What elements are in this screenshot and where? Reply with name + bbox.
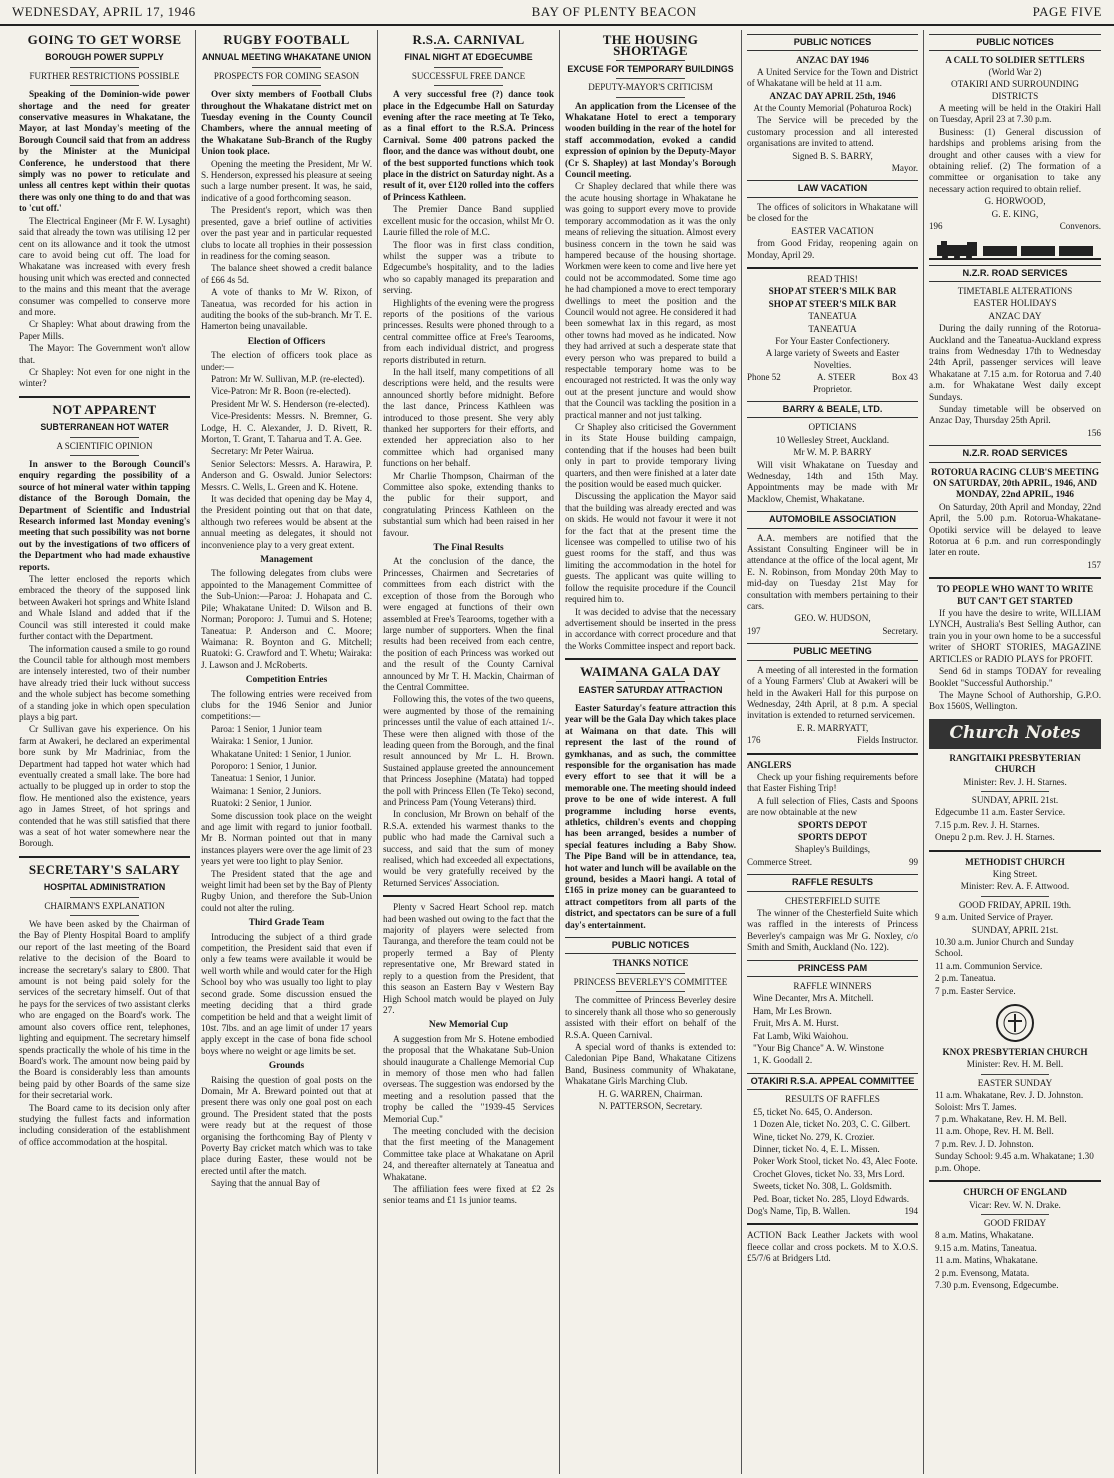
paragraph: Following this, the votes of the two queens, were augmented by those of the remaining princesses until the value of each attained 1/-. These were then aligned with those of the leading queen from the Borough, and the final result announced by Mr L. H. Brown. Sustained applause greeted the announcement that Princess Josephine (Matata) had topped the poll with Princess Ellen (Te Teko) second, and Princess Pam (Young Veterans) third. (383, 694, 554, 807)
notice-number: 157 (1087, 559, 1101, 570)
paragraph: A United Service for the Town and District of Whakatane will be held at 11 a.m. (747, 66, 918, 89)
list-item: Ham, Mr Les Brown. (753, 1005, 832, 1016)
headline: R.S.A. CARNIVAL (412, 32, 525, 47)
list-item: 1 Dozen Ale, ticket No. 203, C. C. Gilbert. (753, 1119, 911, 1130)
ad-line: EASTER HOLIDAYS (973, 298, 1057, 309)
subhead: EXCUSE FOR TEMPORARY BUILDINGS (567, 63, 734, 74)
ad-line: A large variety of Sweets and Easter Novelties. (765, 348, 900, 370)
paragraph: Send 6d in stamps TODAY for revealing Booklet "Successful Authorship." (929, 666, 1101, 688)
signature: Signed B. S. BARRY, (792, 150, 873, 161)
paragraph: At the County Memorial (Pohaturoa Rock) (753, 103, 912, 114)
paragraph: Raising the question of goal posts on the Domain, Mr A. Breward pointed out that at present there was only one goal post on each ground. The President stated that the posts were ready but at the request of those organising the forthcoming Bay of Plenty v Poverty Bay cricket match which was to take place during Easter, these would not be erected until after the match. (201, 1074, 372, 1176)
signature: N. PATTERSON, Secretary. (598, 1100, 703, 1111)
paragraph: The Board came to its decision only after studying the fullest facts and information including consideration of the establishment of office accommodation at the hospital. (19, 1102, 190, 1147)
paragraph: Saying that the annual Bay of (211, 1178, 320, 1189)
notice-nzr-racing (929, 445, 1101, 571)
service-day: EASTER SUNDAY (977, 1077, 1053, 1088)
headline: THE HOUSING SHORTAGE (602, 32, 699, 59)
list-item: Fat Lamb, Wiki Waiohou. (753, 1030, 849, 1041)
service-time: 11 a.m. Communion Service. (935, 960, 1043, 971)
paragraph: The Service will be preceded by the customary procession and all interested organisations are invited to attend. (747, 115, 918, 149)
article-rugby-football (201, 34, 372, 1190)
lead-paragraph: Speaking of the Dominion-wide power shortage and the need for greater conservative measures in Whakatane, the Mayor, at last Monday's meeting of the Borough Council said that from an address by the Minister at the Municipal Conference, he understood that there simply was no power to reticulate and unless all centres kept within their quotas there was only one thing to do and that was to 'cut off.' (19, 89, 190, 214)
ad-line: For Your Easter Confectionery. (775, 335, 890, 346)
subhead: CHAIRMAN'S EXPLANATION (44, 900, 165, 911)
subhead: DEPUTY-MAYOR'S CRITICISM (588, 82, 713, 93)
subhead: ANNUAL MEETING WHAKATANE UNION (201, 52, 372, 63)
ad-line: Proprietor. (812, 383, 853, 394)
paragraph: The meeting concluded with the decision that the first meeting of the Management Committee take place at Whakatane on April 24, and thereafter alternately at Taneatua and Whakatane. (383, 1125, 554, 1182)
service-time: 9.15 a.m. Matins, Taneatua. (935, 1242, 1037, 1253)
lead-paragraph: An application from the Licensee of the Whakatane Hotel to erect a temporary wooden building in the rear of the hotel for staff accommodation, evoked a candid expression of opinion by the Deputy-Mayor (Cr S. Shapley) at last Monday's Borough Council meeting. (565, 100, 736, 180)
ad-writing-school (929, 577, 1101, 712)
entry-line: Whakatane United: 1 Senior, 1 Junior. (211, 748, 352, 759)
paragraph: It was decided to advise that the necessary advertisement should be inserted in the press in accordance with correct procedure and that the Works Committee inspect and report back. (565, 606, 736, 651)
paragraph: from Good Friday, reopening again on Monday, April 29. (747, 238, 918, 260)
paragraph: The affiliation fees were fixed at £2 2s senior teams and £1 1s junior teams. (383, 1184, 554, 1206)
list-item: 1, K. Goodall 2. (753, 1055, 813, 1066)
church-of-england (929, 1180, 1101, 1291)
paragraph: During the daily running of the Rotorua-Auckland and the Taneatua-Auckland express trains from Wednesday 17th to Wednesday 24th April, passenger services will leave Whakatane at 7.15 a.m. for Rotorua and 7.40 a.m. for Whakatane West daily except Sundays. (929, 323, 1101, 402)
article-rsa-carnival (383, 34, 554, 889)
ad-box: Box 43 (891, 372, 918, 383)
paragraph: Cr Shapley: Not even for one night in the winter? (19, 366, 190, 389)
article-not-apparent (19, 396, 190, 850)
paragraph: President Mr W. S. Henderson (re-elected). (211, 398, 370, 409)
service-day: GOOD FRIDAY, APRIL 19th. (958, 899, 1072, 910)
notice-princess-pam (747, 960, 918, 1067)
notice-title: AUTOMOBILE ASSOCIATION (747, 511, 918, 528)
list-item: Wine Decanter, Mrs A. Mitchell. (753, 993, 874, 1004)
paragraph: The winner of the Chesterfield Suite which was raffled in the interests of Princess Beverley's campaign was Mr G. Noxley, c/o Smith and Smith, Auckland (No. 122). (747, 908, 918, 953)
church-name: KNOX PRESBYTERIAN CHURCH (942, 1047, 1088, 1058)
column-4 (560, 30, 742, 1474)
notice-title: OTAKIRI R.S.A. APPEAL COMMITTEE (747, 1073, 918, 1090)
paragraph: Cr Shapley also criticised the Government in its State House building campaign, contending that if the houses had been built only in part to provide temporary living quarters, and then were finished at a later date the position would be eased much quicker. (565, 422, 736, 490)
notice-number: 156 (1087, 427, 1101, 438)
entry-line: Taneatua: 1 Senior, 1 Junior. (211, 773, 316, 784)
church-notes-banner: Church Notes (929, 719, 1101, 749)
paragraph: A full selection of Flies, Casts and Spoons are now obtainable at the new (747, 795, 918, 818)
service-time: 7 p.m. Whakatane, Rev. H. M. Bell. (935, 1114, 1067, 1125)
subhead: SUBTERRANEAN HOT WATER (40, 422, 169, 433)
ad-line: SHOP AT STEER'S MILK BAR (768, 286, 897, 297)
list-item: "Your Big Chance" A. W. Winstone (753, 1043, 884, 1054)
church-name: RANGITAIKI PRESBYTERIAN CHURCH (949, 752, 1081, 775)
church-seal-icon (995, 1003, 1035, 1043)
ad-phone: Phone 52 (747, 372, 781, 383)
list-item: Wine, ticket No. 279, K. Crozier. (753, 1131, 875, 1142)
service-time: Sunday School: 9.45 a.m. Whakatane; 1.30 p.m. Ohope. (935, 1151, 1094, 1173)
paragraph: Check up your fishing requirements before that Easter Fishing Trip! (747, 771, 918, 794)
signature-role: Secretary. (882, 625, 918, 636)
church-minister: Minister: Rev. J. H. Starnes. (963, 776, 1067, 787)
paragraph: At the conclusion of the dance, the Princesses, Chairmen and Secretaries of committees from each district with the exception of those from the Borough who were engaged at functions of their own assembled at Free's Tearooms, together with a large number of supporters. When the final results had been received from each centre, the position of each Princess was worked out and the result of the County Carnival announced by Mr T. H. Mackin, Chairman of the Central Committee. (383, 556, 554, 692)
notice-title: LAW VACATION (747, 180, 918, 197)
paragraph: On Saturday, 20th April and Monday, 22nd April, the 5.00 p.m. Rotorua-Whakatane-Opotiki service will be delayed to leave Rotorua at 6 p.m. and run correspondingly later en route. (929, 501, 1101, 558)
paper-name: BAY OF PLENTY BEACON (531, 4, 697, 19)
column-5 (742, 30, 924, 1474)
notice-otakiri-rsa (747, 1073, 918, 1217)
article-going-to-get-worse (19, 34, 190, 390)
ad-line: READ THIS! (807, 273, 858, 284)
paragraph: The Premier Dance Band supplied excellent music for the occasion, whilst Mr O. Laurie filled the role of M.C. (383, 204, 554, 238)
headline: WAIMANA GALA DAY (565, 658, 736, 677)
section-header: PUBLIC NOTICES (565, 937, 736, 954)
service-time: 11 a.m. Matins, Whakatane. (935, 1255, 1038, 1266)
service-time: 2 p.m. Evensong, Matata. (935, 1267, 1030, 1278)
paragraph: Vice-Patron: Mr R. Boon (re-elected). (211, 386, 351, 397)
entry-line: Waimana: 1 Senior, 2 Juniors. (211, 785, 322, 796)
ad-proprietor: A. STEER (816, 372, 856, 383)
ad-anglers (747, 753, 918, 869)
page-columns (14, 30, 1106, 1474)
section-heading: Third Grade Team (248, 918, 325, 929)
ad-line: CHESTERFIELD SUITE (784, 895, 881, 906)
paragraph: Sunday timetable will be observed on Anzac Day, Thursday 25th April. (929, 403, 1101, 426)
ad-barry-beale (747, 401, 918, 505)
paragraph: Cr Sullivan gave his experience. On his farm at Awakeri, he declared an experimental bore sunk by Mr Madriniac, from the Department had tapped hot water which had eventually created a small lake. The bore had actually to be plugged up in order to stop the flow. He mentioned also the existence, years ago in James Street, of hot springs and contended that he was still satisfied that there was a seat of hot water somewhere near the Borough. (19, 724, 190, 849)
paragraph: The floor was in first class condition, whilst the supper was a tribute to Edgecumbe's hospitality, and to the ladies who so capably managed its preparation and serving. (383, 239, 554, 296)
service-time: 2 p.m. Taneatua. (935, 973, 996, 984)
section-heading: The Final Results (433, 543, 504, 554)
paragraph: The following entries were received from clubs for the 1946 Senior and Junior competitions:— (201, 688, 372, 722)
lead-paragraph: Easter Saturday's feature attraction this year will be the Gala Day which takes place at Waimana on that date. This will represent the last of the round of gymkhanas, and as such, the committee responsible for the organisation has made every effort to see that it will be a memorable one. The meeting should indeed prove to be one of wide interest. A full programme including horse events, athletics, children's events and chopping has been arranged, besides a number of special features including a Baby Show. The Pipe Band will be in attendance, tea, hot water and lunch will be available on the ground, besides a Maori hangi. A total of £165 in prize money can be guaranteed to attract competitors from all parts of the district, and spectators can be sure of a full day's entertainment. (565, 702, 736, 930)
ad-line: TANEATUA (808, 311, 857, 322)
church-minister: Minister: Rev. H. M. Bell. (966, 1059, 1064, 1070)
list-item: Dinner, ticket No. 4, E. L. Missen. (753, 1143, 880, 1154)
paragraph: Introducing the subject of a third grade competition, the President said that even if only a few teams were available it would be well worth while and would cater for the High School boy who was usually too light to play second grade. Some discussion ensued the meeting deciding that a third grade competition be held and that a weight limit of 10st. 7lbs. and an age limit of under 17 years apply except in the case of bona fide school boys where no weight or age limits be set. (201, 931, 372, 1056)
paragraph: The information caused a smile to go round the Council table for although most members are intensely interested, two of their number have already tried their luck without success and the whole subject has become something of a standing joke in which open speculation plays a big part. (19, 643, 190, 722)
subhead: SUCCESSFUL FREE DANCE (411, 70, 526, 81)
paragraph: In conclusion, Mr Brown on behalf of the R.S.A. extended his warmest thanks to the public who had made the Carnival such a success, and said that the sum of money realised, which had exceeded all expectations, would be very gratefully received by the Returned Services' Association. (383, 809, 554, 888)
paragraph: The following delegates from clubs were appointed to the Management Committee of the Sub-Union:—Paroa: J. Hohapata and C. Pile; Whakatane United: D. Wilson and B. Norman; Poroporo: J. Tumui and S. Hotene; Taneatua: P. Anderson and C. Moore; Waimana: R. Boynton and G. Mitchell; Ruatoki: G. Crawford and T. Whetu; Wairaka: J. Lawson and J. McRoberts. (201, 568, 372, 670)
paragraph: The Mayne School of Authorship, G.P.O. Box 1560S, Wellington. (929, 689, 1101, 712)
column-1 (14, 30, 196, 1474)
notice-title: A CALL TO SOLDIER SETTLERS (945, 55, 1085, 66)
church-knox (929, 1047, 1101, 1174)
entry-line: Poroporo: 1 Senior, 1 Junior. (211, 760, 317, 771)
paragraph: The letter enclosed the reports which embraced the theory of the supposed link between Awakeri hot springs and White Island and Whale Island and added that if the Council was still interested it could make further contact with the Department. (19, 574, 190, 642)
church-minister: Vicar: Rev. W. N. Drake. (969, 1199, 1061, 1210)
article-rugby-continued (383, 902, 554, 1207)
entry-line: Ruatoki: 2 Senior, 1 Junior. (211, 798, 312, 809)
church-methodist (929, 850, 1101, 997)
notice-number: 176 (747, 735, 761, 746)
ad-line: Shapley's Buildings, (794, 844, 871, 855)
paragraph: A special word of thanks is extended to: Caledonian Pipe Band, Whakatane Citizens Band, Business community of Whakatane, Whakatane Girls Marching Club. (565, 1041, 736, 1087)
ad-bridgers: ACTION Back Leather Jackets with wool fleece collar and cross pockets. M to X.O.S. £5/7/6 at Bridgers Ltd. (747, 1230, 918, 1264)
ad-line: SPORTS DEPOT (797, 819, 868, 830)
train-illustration (929, 239, 1101, 261)
ad-line: ROTORUA RACING CLUB'S MEETING ON SATURDAY, 20th APRIL, 1946, AND MONDAY, 22nd APRIL, 1946 (930, 466, 1100, 500)
lead-paragraph: In answer to the Borough Council's enquiry regarding the possibility of a source of hot mineral water within tapping distance of the Borough Domain, the Department of Scientific and Industrial Research informed last Monday evening's meeting that such possibility was not borne out by the investigations of two officers of the Department who had made exhaustive reports. (19, 459, 190, 572)
ad-line: RESULTS OF RAFFLES (785, 1094, 880, 1105)
section-heading: Grounds (268, 1061, 305, 1072)
issue-date: WEDNESDAY, APRIL 17, 1946 (12, 4, 196, 19)
ad-line: TANEATUA (808, 323, 857, 334)
notice-title: N.Z.R. ROAD SERVICES (929, 265, 1101, 282)
ad-line: Commerce Street. (747, 856, 812, 867)
list-item: £5, ticket No. 645, O. Anderson. (753, 1106, 873, 1117)
paragraph: A.A. members are notified that the Assistant Consulting Engineer will be in attendance at the office of the local agent, Mr E. N. Robinson, from Monday 20th May to mid-day on Tuesday 21st May for consultation with members pertaining to their cars. (747, 532, 918, 612)
list-item: Fruit, Mrs A. M. Hurst. (753, 1018, 839, 1029)
list-item: Poker Work Stool, ticket No. 43, Alec Foote. (753, 1156, 918, 1167)
list-item: Dog's Name, Tip, B. Wallen. (747, 1205, 851, 1216)
service-time: 7 p.m. Rev. J. D. Johnston. (935, 1138, 1034, 1149)
paragraph: It was decided that opening day be May 4, the President pointing out that on that date, although two referees would be absent at the annual meeting as delegates, it should not inconvenience play to a very great extent. (201, 494, 372, 550)
paragraph: Patron: Mr W. Sullivan, M.P. (re-elected). (211, 373, 365, 384)
signature: H. G. WARREN, Chairman. (598, 1088, 703, 1099)
section-heading: Competition Entries (245, 675, 328, 686)
lead-paragraph: A very successful free (?) dance took place in the Edgecumbe Hall on Saturday evening after the race meeting at Te Teko, as a final effort to the R.S.A. Princess Carnival. Some 400 patrons packed the floor, and the dance was without doubt, one of the best supported functions which took place in the district on Saturday night. As a result of it, over £120 rolled into the coffers of Princess Kathleen. (383, 89, 554, 202)
paragraph: A suggestion from Mr S. Hotene embodied the proposal that the Whakatane Sub-Union should inaugurate a Challenge Memorial Cup in memory of those men who had fallen overseas. The suggestion was endorsed by the meeting and a resolution passed that the trophy be called the "1939-45 Services Memorial Cup." (383, 1033, 554, 1124)
paragraph: A meeting of all interested in the formation of a Young Farmers' Club at Awakeri will be held in the Awakeri Hall for this purpose on Wednesday, 24th April, at 8 p.m. A special invitation is extended to returned servicemen. (747, 664, 918, 721)
paragraph: Secretary: Mr Peter Wairua. (211, 446, 314, 457)
service-time: 11 a.m. Whakatane, Rev. J. D. Johnston. Soloist: Mrs T. James. (935, 1090, 1084, 1112)
notice-title: ANZAC DAY 1946 (796, 55, 869, 66)
section-heading: Election of Officers (247, 336, 326, 347)
article-waimana-gala-day (565, 658, 736, 931)
service-time: Onepu 2 p.m. Rev. J. H. Starnes. (935, 832, 1055, 843)
notice-title: BARRY & BEALE, LTD. (747, 401, 918, 418)
notice-automobile-association (747, 511, 918, 637)
article-secretarys-salary (19, 856, 190, 1148)
service-time: 7 p.m. Easter Service. (935, 985, 1016, 996)
ad-line: ANZAC DAY (988, 310, 1042, 321)
notice-number: 99 (909, 856, 918, 867)
service-time: 7.15 p.m. Rev. J. H. Starnes. (935, 819, 1040, 830)
paragraph: The Mayor: The Government won't allow that. (19, 343, 190, 365)
paragraph: Cr Shapley declared that while there was the acute housing shortage in Whakatane he was going to support every move to provide temporary accommodation as it was the only means of relieving the situation. Almost every business concern in the town he said was hampered because of the housing shortage. Workmen were keen to come and live here yet could not be accommodated. Some time ago he had championed a move to erect temporary dwellings to meet the position and the Council would not agree. He considered it had been somewhat lax in this regard, as most other towns had moved as he indicated. Now they had arrived at such a desperate state that every person who was prepared to build a respectable temporary home was to be encouraged not restricted. It was the only way out at the present juncture and would show that the Council was tackling the position in a practical manner and not just talking. (565, 181, 736, 420)
paragraph: A vote of thanks to Mr W. Rixon, of Taneatua, was recorded for his action in auditing the books of the sub-branch. Mr T. E. Hamerton being unavailable. (201, 287, 372, 332)
signature: E. R. MARRYATT, (796, 722, 869, 733)
signature-role: Mayor. (891, 163, 918, 174)
ad-line: 10 Wellesley Street, Auckland. (775, 434, 890, 445)
notice-title: PRINCESS PAM (747, 960, 918, 977)
ad-line: RAFFLE WINNERS (793, 981, 872, 992)
ad-steers-milk-bar (747, 267, 918, 395)
paragraph: Plenty v Sacred Heart School rep. match had been washed out owing to the fact that the majority of players were selected from Tauranga, and therefore the team could not be properly termed a Bay of Plenty representative one, Mr Breward stated in reply to a question from the President, that this season an Eastern Bay v Western Bay High School match would be played on July 27. (383, 902, 554, 1015)
paragraph: Some discussion took place on the weight and age limit with regard to junior football. Mr B. Norman pointed out that in many instances players were over the age limit of 23 years yet were too light to play Senior. (201, 810, 372, 867)
column-6 (924, 30, 1106, 1474)
notice-title: PUBLIC MEETING (747, 643, 918, 660)
ad-title: ANGLERS (747, 759, 792, 770)
ad-line: Mr W. M. P. BARRY (793, 447, 872, 458)
paragraph: The balance sheet showed a credit balance of £66 4s 5d. (201, 263, 372, 285)
notice-nzr-timetable (929, 265, 1101, 440)
notice-anzac-day (747, 55, 918, 174)
paragraph: Mr Charlie Thompson, Chairman of the Committee also spoke, extending thanks to the public for their support, and congratulating Princess Kathleen on the substantial sum which had been raised in her favour. (383, 470, 554, 538)
lead-paragraph: Over sixty members of Football Clubs throughout the Whakatane district met on Tuesday evening in the County Council Chambers, where the annual meeting of the Whakatane Sub-Branch of the Rugby Union took place. (201, 89, 372, 157)
church-location: King Street. (992, 868, 1038, 879)
paragraph: The Electrical Engineer (Mr F. W. Lysaght) said that already the town was utilising 12 per cent on its allowance and it took the utmost care to avoid being cut off. The load for Whakatane was increased with every fresh housing unit which was erected and connected to the mains and this meant that the average consumer was compelled to conserve more and more. (19, 215, 190, 317)
section-heading: Management (260, 555, 313, 566)
notice-soldier-settlers (929, 55, 1101, 232)
signature: GEO. W. HUDSON, (794, 613, 871, 624)
paragraph: Cr Shapley: What about drawing from the Paper Mills. (19, 319, 190, 341)
notice-emphasis: ANZAC DAY APRIL 25th, 1946 (769, 90, 896, 101)
notice-title: N.Z.R. ROAD SERVICES (929, 445, 1101, 462)
paragraph: In the hall itself, many competitions of all descriptions were held, and the results were announced shortly before midnight. Before the last dance, Princess Kathleen was introduced to those present. She very ably thanked her supporters for their efforts, and extended her appreciation also to her committee which had organised many functions on her behalf. (383, 366, 554, 469)
headline: RUGBY FOOTBALL (223, 32, 350, 47)
subhead: PRINCESS BEVERLEY'S COMMITTEE (573, 976, 728, 987)
paragraph: The President stated that the age and weight limit had been set by the Bay of Plenty Rugby Union, and therefore the Sub-Union could not alter the ruling. (201, 868, 372, 913)
church-seal (929, 1003, 1101, 1043)
service-day: SUNDAY, APRIL 21st. (971, 794, 1059, 805)
subhead: FINAL NIGHT AT EDGECUMBE (404, 52, 533, 63)
entry-line: Wairaka: 1 Senior, 1 Junior. (211, 736, 313, 747)
service-time: 10.30 a.m. Junior Church and Sunday School. (935, 937, 1074, 959)
paragraph: The election of officers took place as under:— (201, 350, 372, 372)
notice-number: 194 (904, 1205, 918, 1216)
service-time: 8 a.m. Matins, Whakatane. (935, 1230, 1034, 1241)
ad-line: TIMETABLE ALTERATIONS (957, 285, 1073, 296)
service-day: GOOD FRIDAY (983, 1217, 1047, 1228)
headline: GOING TO GET WORSE (27, 32, 182, 47)
notice-thanks (565, 937, 736, 1112)
signature: G. E. KING, (991, 208, 1039, 219)
church-name: CHURCH OF ENGLAND (963, 1187, 1067, 1198)
list-item: Ped. Boar, ticket No. 285, Lloyd Edwards. (753, 1193, 910, 1204)
paragraph: The committee of Princess Beverley desire to sincerely thank all those who so generously assisted with their effort on behalf of the R.S.A. Queen Carnival. (565, 995, 736, 1040)
notice-law-vacation (747, 180, 918, 260)
notice-emphasis: EASTER VACATION (791, 225, 874, 236)
ad-line: (World War 2) (988, 66, 1042, 77)
locomotive-icon (929, 239, 1101, 261)
subhead: FURTHER RESTRICTIONS POSSIBLE (29, 70, 180, 81)
column-2 (196, 30, 378, 1474)
paragraph: Opening the meeting the President, Mr W. S. Henderson, expressed his pleasure at seeing such a large number present. It was, he said, indicative of a good forthcoming season. (201, 158, 372, 203)
service-time: 7.30 p.m. Evensong, Edgecumbe. (935, 1279, 1059, 1290)
service-time: 11 a.m. Ohope, Rev. H. M. Bell. (935, 1126, 1054, 1137)
church-rangitaiki (929, 753, 1101, 844)
section-heading: New Memorial Cup (428, 1020, 509, 1031)
headline: NOT APPARENT (19, 396, 190, 415)
subhead: EASTER SATURDAY ATTRACTION (578, 684, 723, 695)
section-header: PUBLIC NOTICES (747, 34, 918, 51)
ad-line: OPTICIANS (808, 422, 857, 433)
paragraph: Business: (1) General discussion of hardships and problems arising from the drought and other causes with a view for obtaining relief. (2) The formation of a committee or organisation to take any necessary action required to obtain relief. (929, 126, 1101, 194)
service-day: SUNDAY, APRIL 21st. (971, 924, 1059, 935)
notice-public-meeting (747, 643, 918, 746)
paragraph: Discussing the application the Mayor said that the building was already erected and was on skids. He would not favour it were it not for the fact that at the present time the licensee was compelled to utilise two of his guest rooms for the staff, and thus was limiting the accommodation in the hotel for guests. The applicant was quite willing to follow the requisite procedure if the Council required him to. (565, 491, 736, 605)
masthead (0, 0, 1114, 26)
notice-title: THANKS NOTICE (612, 958, 689, 969)
subhead: BOROUGH POWER SUPPLY (45, 52, 164, 63)
paragraph: The President's report, which was then presented, gave a brief outline of activities over the past year and in particular requested clubs to locate all trophies in their possession in readiness for the coming season. (201, 205, 372, 261)
notice-number: 196 (929, 221, 943, 232)
notice-title: RAFFLE RESULTS (747, 874, 918, 891)
paragraph: Vice-Presidents: Messrs. N. Bremner, G. Lodge, H. C. Alexander, J. D. Rivett, R. Morton, T. Grant, T. Taharua and T. A. Gee. (201, 411, 372, 444)
page-number: PAGE FIVE (1032, 4, 1102, 19)
service-time: 9 a.m. United Service of Prayer. (935, 912, 1053, 923)
paragraph: We have been asked by the Chairman of the Bay of Plenty Hospital Board to amplify our report of the last meeting of the Board relative to the decision of the Board to increase the secretary's salary to £800. That amount is not being paid solely for the services of the secretary himself. Out of that he pays for the services of two assistant clerks who are engaged on the Board's work. The amount also covers office rent, telephones, lighting and equipment. The secretary himself spends practically the whole of his time in the Board's work. The amount now being paid by the Board is considerably less than amounts being paid by other Boards of the same size for their secretarial work. (19, 919, 190, 1101)
ad-line: SHOP AT STEER'S MILK BAR (768, 298, 897, 309)
list-item: Sweets, ticket No. 308, L. Goldsmith. (753, 1181, 892, 1192)
signature-role: Convenors. (1059, 221, 1101, 232)
church-name: METHODIST CHURCH (965, 856, 1065, 867)
list-item: Crochet Gloves, ticket No. 33, Mrs Lord. (753, 1168, 905, 1179)
ad-title: TO PEOPLE WHO WANT TO WRITE BUT CAN'T GET STARTED (936, 584, 1094, 606)
article-housing-shortage (565, 34, 736, 652)
paragraph: Senior Selectors: Messrs. A. Harawira, P. Anderson and G. Oswald. Junior Selectors: Messrs. C. Wells, L. Green and K. Hotene. (201, 458, 372, 492)
signature: G. HORWOOD, (984, 196, 1046, 207)
paragraph: If you have the desire to write, WILLIAM LYNCH, Australia's Best Selling Author, can train you in your own home to be a successful writer of SHORT STORIES, MAGAZINE ARTICLES or RADIO PLAYS for PROFIT. (929, 608, 1101, 664)
paragraph: The offices of solicitors in Whakatane will be closed for the (747, 201, 918, 224)
paragraph: Will visit Whakatane on Tuesday and Wednesday, 14th and 15th May. Appointments may be made with Mr Macklow, Chemist, Whakatane. (747, 459, 918, 504)
ad-line: OTAKIRI AND SURROUNDING DISTRICTS (951, 79, 1079, 101)
subhead: PROSPECTS FOR COMING SEASON (213, 70, 360, 81)
signature-role: Fields Instructor. (857, 735, 918, 746)
paragraph: A meeting will be held in the Otakiri Hall on Tuesday, April 23 at 7.30 p.m. (929, 103, 1101, 125)
notice-raffle-results (747, 874, 918, 953)
service-time: Edgecumbe 11 a.m. Easter Service. (935, 807, 1066, 818)
subhead: HOSPITAL ADMINISTRATION (43, 882, 166, 893)
notice-number: 197 (747, 625, 761, 636)
entry-line: Paroa: 1 Senior, 1 Junior team (211, 723, 322, 734)
column-3 (378, 30, 560, 1474)
headline: SECRETARY'S SALARY (19, 856, 190, 875)
section-header: PUBLIC NOTICES (929, 34, 1101, 51)
subhead: A SCIENTIFIC OPINION (56, 440, 153, 451)
church-minister: Minister: Rev. A. F. Attwood. (960, 881, 1070, 892)
ad-line: SPORTS DEPOT (797, 831, 868, 842)
paragraph: Highlights of the evening were the progress reports of the positions of the various princesses. Results were phoned through to a central committee office at Free's Tearooms, from each individual district, and progress reports distributed in return. (383, 297, 554, 365)
